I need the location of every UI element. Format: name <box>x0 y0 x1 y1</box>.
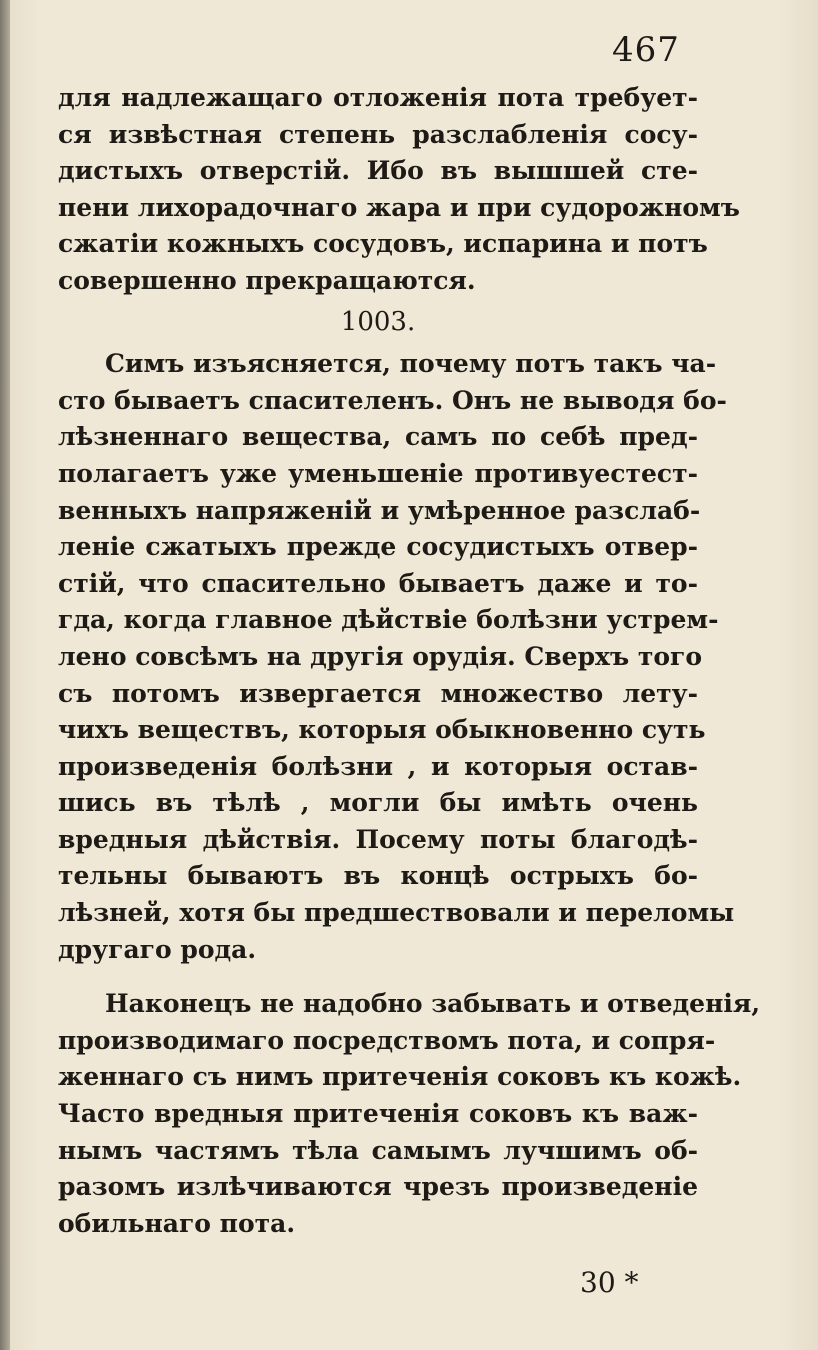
text-line: пени лихорадочнаго жара и при судорожномъ <box>58 192 740 222</box>
section-number: 1003. <box>340 306 416 337</box>
text-line: произведенія болѣзни , и которыя остав- <box>58 751 698 781</box>
text-line: производимаго посредствомъ пота, и сопря- <box>58 1025 716 1055</box>
body-text <box>58 80 761 1242</box>
text-line: тельны бываютъ въ концѣ острыхъ бо- <box>58 861 698 891</box>
text-line: сто бываетъ спасителенъ. Онъ не выводя бо- <box>58 385 727 415</box>
text-line: лѣзней, хотя бы предшествовали и переломы <box>58 898 735 928</box>
paragraph-3 <box>58 986 761 1242</box>
page-number: 467 <box>612 30 680 70</box>
text-line: венныхъ напряженій и умѣренное разслаб- <box>58 495 701 525</box>
text-line: чихъ веществъ, которыя обыкновенно суть <box>58 715 706 745</box>
paragraph-gap <box>58 968 698 986</box>
text-line: Наконецъ не надобно забывать и отведенія, <box>105 989 761 1019</box>
text-line: полагаетъ уже уменьшеніе противуестест- <box>58 458 698 488</box>
text-line: дистыхъ отверстій. Ибо въ вышшей сте- <box>58 156 698 186</box>
text-line: шись въ тѣлѣ , могли бы имѣть очень <box>58 788 698 818</box>
text-line: лено совсѣмъ на другія орудія. Сверхъ того <box>58 641 703 671</box>
text-line: гда, когда главное дѣйствіе болѣзни устрем- <box>58 605 719 635</box>
text-line: другаго рода. <box>58 934 257 964</box>
text-line: Симъ изъясняется, почему потъ такъ ча- <box>105 349 717 379</box>
text-line: сжатіи кожныхъ сосудовъ, испарина и потъ <box>58 229 708 259</box>
text-line: леніе сжатыхъ прежде сосудистыхъ отвер- <box>58 532 698 562</box>
text-line: Часто вредныя притеченія соковъ къ важ- <box>58 1099 698 1129</box>
text-line: разомъ излѣчиваются чрезъ произведеніе <box>58 1172 698 1202</box>
text-line: нымъ частямъ тѣла самымъ лучшимъ об- <box>58 1135 698 1165</box>
text-line: лѣзненнаго вещества, самъ по себѣ пред- <box>58 422 698 452</box>
text-line: совершенно прекращаются. <box>58 265 476 295</box>
text-line: стій, что спасительно бываетъ даже и то- <box>58 568 698 598</box>
text-line: вредныя дѣйствія. Посему поты благодѣ- <box>58 824 698 854</box>
text-line: обильнаго пота. <box>58 1208 296 1238</box>
paragraph-2 <box>58 346 735 968</box>
text-line: ся извѣстная степень разслабленія сосу- <box>58 119 698 149</box>
page-gutter <box>0 0 10 1350</box>
signature-mark: 30 * <box>580 1266 639 1299</box>
text-line: съ потомъ извергается множество лету- <box>58 678 698 708</box>
paragraph-1 <box>58 80 740 300</box>
text-line: для надлежащаго отложенія пота требует- <box>58 83 698 112</box>
text-line: женнаго съ нимъ притеченія соковъ къ кожѣ. <box>58 1062 742 1092</box>
